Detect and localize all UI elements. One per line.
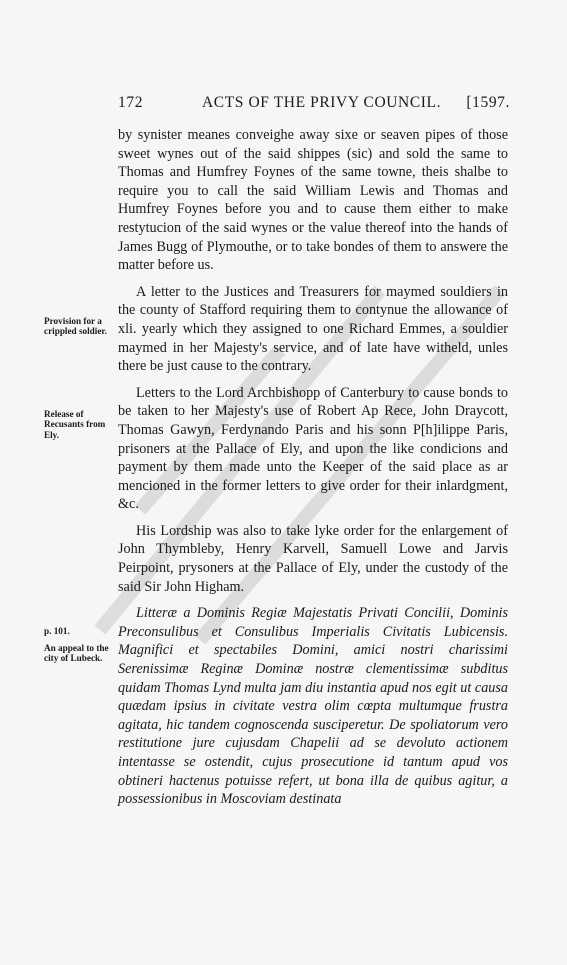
paragraph-continuation: by synister meanes conveighe away sixe or seaven pipes of those sweet wynes out of the said shippes (sic) and sold the same to Thomas and Humfrey Foynes of the same towne, theis shalbe to require you to call the said William Lewis and Thomas and Humfrey Foynes before you and to cause them either to make restytucion of the said wynes or the value thereof into the hands of James Bugg of Plymouthe, or to take bondes of them to answere the matter before us. (118, 127, 508, 274)
margin-note-appeal: An appeal to the city of Lubeck. (44, 643, 109, 664)
page-number: 172 (118, 94, 144, 111)
paragraph-recusants: Letters to the Lord Archbishopp of Canterbury to cause bonds to be taken to her Majesty's use of Robert Ap Rece, John Draycott, Thomas Gawyn, Ferdynando Paris and his sonn P[h]ilippe Paris, prisoners at the Pallace of Ely, and upon the like condicions and payment by them made unto the Keeper of the said place as ar mencioned in the former letters to give order for their inlardgment, &c. (118, 384, 508, 513)
margin-note-release: Release of Recusants from Ely. (44, 409, 106, 440)
paragraph-latin-letter: Litteræ a Dominis Regiæ Majestatis Privati Concilii, Dominis Preconsulibus et Consulibus Imperialis Civitatis Lubicensis. Magnifici et spectabiles Domini, amici nostri charissimi Serenissimæ Reginæ Dominæ nostræ clementissimæ subditus quidam Thomas Lynd multa jam diu instantia apud nos egit ut causa quædam ipsius in civitate vestra olim cœpta multumque frustra agitata, hic tandem cognoscenda susciperetur. De spoliatorum vero restitutione jure cujusdam Chapelii ad se devoluto actionem intentasse se ostendit, cujus prosecutione id tantum apud vos obtineri hactenus potuisse refert, ut bona illa de quibus agitur, a possessionibus in Moscoviam destinata (118, 605, 508, 808)
margin-note-page-ref: p. 101. (44, 626, 70, 636)
paragraph-enlargement: His Lordship was also to take lyke order for the enlargement of John Thymbleby, Henry Karvell, Samuell Lowe and Jarvis Peirpoint, prysoners at the Pallace of Ely, under the custody of the said Sir John Higham. (118, 522, 508, 595)
margin-note-provision: Provision for a crippled soldier. (44, 316, 107, 337)
running-header (118, 94, 510, 116)
running-title: ACTS OF THE PRIVY COUNCIL. (202, 94, 442, 111)
body-text (118, 126, 508, 817)
year-marker: [1597. (466, 94, 510, 111)
paragraph-maymed-soldier: A letter to the Justices and Treasurers for maymed souldiers in the county of Stafford requiring them to contynue the allowance of xli. yearly which they assigned to one Richard Emmes, a souldier maymed in her Majesty's service, and of late have witheld, unles there be just cause to the contrary. (118, 283, 508, 375)
